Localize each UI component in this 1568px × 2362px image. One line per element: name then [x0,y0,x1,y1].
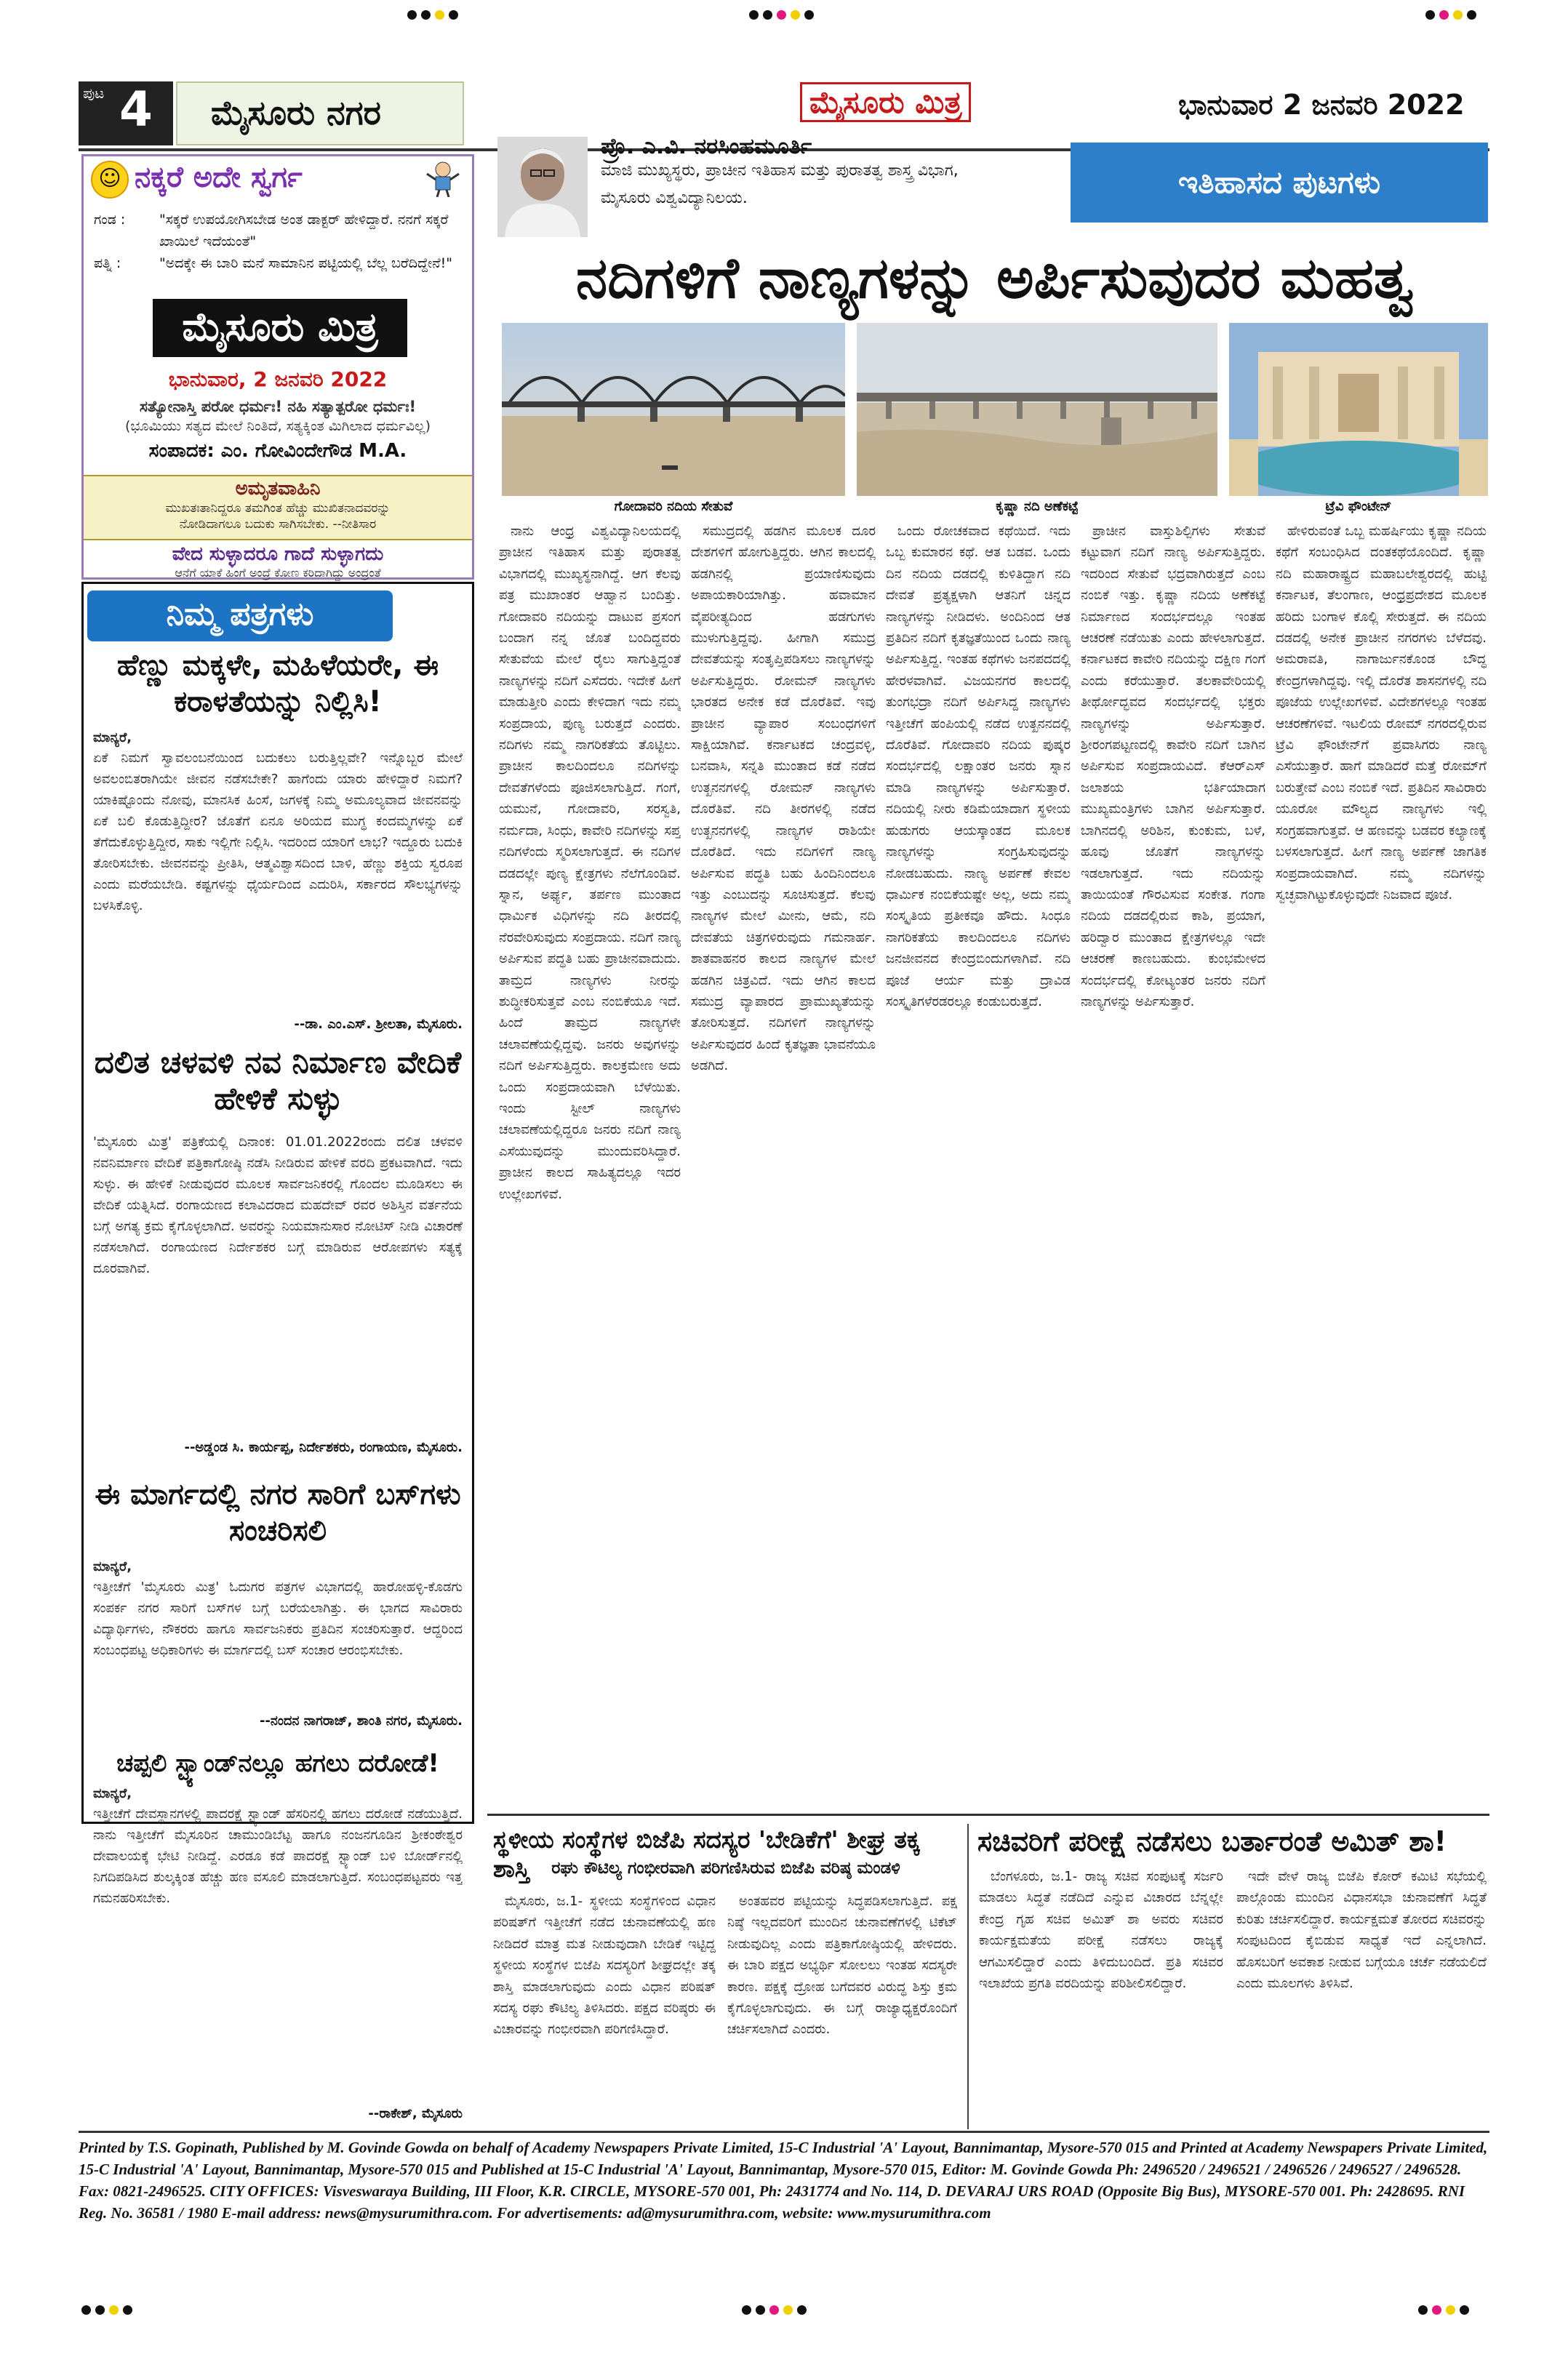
nakkare-box [81,154,474,580]
proverb-title: ವೇದ ಸುಳ್ಳಾದರೂ ಗಾದೆ ಸುಳ್ಳಾಗದು [172,543,384,565]
dateline: ಭಾನುವಾರ 2 ಜನವರಿ 2022 [1178,89,1465,121]
photo-caption-2: ಕೃಷ್ಣಾ ನದಿ ಅಣೆಕಟ್ಟೆ [996,499,1079,514]
news-1-column-2 [727,1891,957,2128]
news-1-subhead: ರಘು ಕೌಟಿಲ್ಯ ಗಂಭೀರವಾಗಿ ಪರಿಗಣಿಸಿರುವ ಬಿಜೆಪಿ ವರಿಷ್ಠ ಮಂಡಳಿ [551,1859,900,1878]
wife-label: ಪತ್ನಿ : [94,255,121,271]
nakkare-header [84,156,472,199]
cartoon-man-icon [421,159,465,197]
article-column-3-text: ಒಂದು ರೋಚಕವಾದ ಕಥೆಯಿದೆ. ಇದು ಒಬ್ಬ ಕುಮಾರನ ಕಥೆ. ಆತ ಬಡವ. ಒಂದು ದಿನ ನದಿಯ ದಡದಲ್ಲಿ ಕುಳಿತಿದ್ದಾಗ ನದಿ ದೇವತೆ ಪ್ರತ್ಯಕ್ಷಳಾಗಿ ಆತನಿಗೆ ಚಿನ್ನದ ನಾಣ್ಯಗಳನ್ನು ನೀಡಿದಳು. ಅಂದಿನಿಂದ ಆತ ಪ್ರತಿದಿನ ನದಿಗೆ ಕೃತಜ್ಞತೆಯಿಂದ ಒಂದು ನಾಣ್ಯ ಅರ್ಪಿಸುತ್ತಿದ್ದ. ಇಂತಹ ಕಥೆಗಳು ಜನಪದದಲ್ಲಿ ಹೇರಳವಾಗಿವೆ. ವಿಜಯನಗರ ಕಾಲದಲ್ಲಿ ತುಂಗಭದ್ರಾ ನದಿಗೆ ಅರ್ಪಿಸಿದ್ದ ನಾಣ್ಯಗಳು ಇತ್ತೀಚೆಗೆ ಹಂಪಿಯಲ್ಲಿ ನಡೆದ ಉತ್ಖನನದಲ್ಲಿ ದೊರೆತಿವೆ. ಗೋದಾವರಿ ನದಿಯ ಪುಷ್ಕರ ಸಂದರ್ಭದಲ್ಲಿ ಲಕ್ಷಾಂತರ ಜನರು ಸ್ನಾನ ಮಾಡಿ ನಾಣ್ಯಗಳನ್ನು ಅರ್ಪಿಸುತ್ತಾರೆ. ನದಿಯಲ್ಲಿ ನೀರು ಕಡಿಮೆಯಾದಾಗ ಸ್ಥಳೀಯ ಹುಡುಗರು ಆಯಸ್ಕಾಂತದ ಮೂಲಕ ನಾಣ್ಯಗಳನ್ನು ಸಂಗ್ರಹಿಸುವುದನ್ನು ನೋಡಬಹುದು. ನಾಣ್ಯ ಅರ್ಪಣೆ ಕೇವಲ ಧಾರ್ಮಿಕ ನಂಬಿಕೆಯಷ್ಟೇ ಅಲ್ಲ, ಅದು ನಮ್ಮ ಸಂಸ್ಕೃತಿಯ ಪ್ರತೀಕವೂ ಹೌದು. ಸಿಂಧೂ ನಾಗರಿಕತೆಯ ಕಾಲದಿಂದಲೂ ನದಿಗಳು ಜನಜೀವನದ ಕೇಂದ್ರಬಿಂದುಗಳಾಗಿವೆ. ನದಿ ಪೂಜೆ ಆರ್ಯ ಮತ್ತು ದ್ರಾವಿಡ ಸಂಸ್ಕೃತಿಗಳೆರಡರಲ್ಲೂ ಕಂಡುಬರುತ್ತದೆ. [886,524,1071,1009]
letter-1-title: ಹೆಣ್ಣು ಮಕ್ಕಳೇ, ಮಹಿಳೆಯರೇ, ಈ ಕರಾಳತೆಯನ್ನು ನಿಲ್ಲಿಸಿ! [116,649,439,718]
column-band: ಇತಿಹಾಸದ ಪುಟಗಳು [1071,143,1488,223]
page-label: ಪುಟ [83,84,105,102]
news-1-column-1-text: ಮೈಸೂರು, ಜ.1- ಸ್ಥಳೀಯ ಸಂಸ್ಥೆಗಳಿಂದ ವಿಧಾನ ಪರಿಷತ್‌ಗೆ ಇತ್ತೀಚೆಗೆ ನಡೆದ ಚುನಾವಣೆಯಲ್ಲಿ ಹಣ ನೀಡಿದರೆ ಮಾತ್ರ ಮತ ನೀಡುವುದಾಗಿ ಬೇಡಿಕೆ ಇಟ್ಟಿದ್ದ ಸ್ಥಳೀಯ ಸಂಸ್ಥೆಗಳ ಬಿಜೆಪಿ ಸದಸ್ಯರಿಗೆ ಶೀಘ್ರದಲ್ಲೇ ತಕ್ಕ ಶಾಸ್ತಿ ಮಾಡಲಾಗುವುದು ಎಂದು ವಿಧಾನ ಪರಿಷತ್ ಸದಸ್ಯ ರಘು ಕೌಟಿಲ್ಯ ತಿಳಿಸಿದರು. ಪಕ್ಷದ ವರಿಷ್ಠರು ಈ ವಿಚಾರವನ್ನು ಗಂಭೀರವಾಗಿ ಪರಿಗಣಿಸಿದ್ದಾರೆ. [493,1894,716,2038]
photo-caption-1: ಗೋದಾವರಿ ನದಿಯ ಸೇತುವೆ [614,499,733,514]
article-column-2-text: ಸಮುದ್ರದಲ್ಲಿ ಹಡಗಿನ ಮೂಲಕ ದೂರ ದೇಶಗಳಿಗೆ ಹೋಗುತ್ತಿದ್ದರು. ಆಗಿನ ಕಾಲದಲ್ಲಿ ಹಡಗಿನಲ್ಲಿ ಪ್ರಯಾಣಿಸುವುದು ಅಪಾಯಕಾರಿಯಾಗಿತ್ತು. ಹವಾಮಾನ ವೈಪರೀತ್ಯದಿಂದ ಹಡಗುಗಳು ಮುಳುಗುತ್ತಿದ್ದವು. ಹೀಗಾಗಿ ಸಮುದ್ರ ದೇವತೆಯನ್ನು ಸಂತೃಪ್ತಿಪಡಿಸಲು ನಾಣ್ಯಗಳನ್ನು ಅರ್ಪಿಸುತ್ತಿದ್ದರು. ರೋಮನ್ ನಾಣ್ಯಗಳು ಭಾರತದ ಅನೇಕ ಕಡೆ ದೊರೆತಿವೆ. ಇವು ಪ್ರಾಚೀನ ವ್ಯಾಪಾರ ಸಂಬಂಧಗಳಿಗೆ ಸಾಕ್ಷಿಯಾಗಿವೆ. ಕರ್ನಾಟಕದ ಚಂದ್ರವಳ್ಳಿ, ಬನವಾಸಿ, ಸನ್ನತಿ ಮುಂತಾದ ಕಡೆ ನಡೆದ ಉತ್ಖನನಗಳಲ್ಲಿ ರೋಮನ್ ನಾಣ್ಯಗಳು ದೊರೆತಿವೆ. ನದಿ ತೀರಗಳಲ್ಲಿ ನಡೆದ ಉತ್ಖನನಗಳಲ್ಲಿ ನಾಣ್ಯಗಳ ರಾಶಿಯೇ ದೊರೆತಿದೆ. ಇದು ನದಿಗಳಿಗೆ ನಾಣ್ಯ ಅರ್ಪಿಸುವ ಪದ್ಧತಿ ಬಹು ಹಿಂದಿನಿಂದಲೂ ಇತ್ತು ಎಂಬುದನ್ನು ಸೂಚಿಸುತ್ತದೆ. ಕೆಲವು ನಾಣ್ಯಗಳ ಮೇಲೆ ಮೀನು, ಆಮೆ, ನದಿ ದೇವತೆಯ ಚಿತ್ರಗಳಿರುವುದು ಗಮನಾರ್ಹ. ಶಾತವಾಹನರ ಕಾಲದ ನಾಣ್ಯಗಳ ಮೇಲೆ ಹಡಗಿನ ಚಿತ್ರವಿದೆ. ಇದು ಆಗಿನ ಕಾಲದ ಸಮುದ್ರ ವ್ಯಾಪಾರದ ಪ್ರಾಮುಖ್ಯತೆಯನ್ನು ತೋರಿಸುತ್ತದೆ. ನದಿಗಳಿಗೆ ನಾಣ್ಯಗಳನ್ನು ಅರ್ಪಿಸುವುದರ ಹಿಂದೆ ಕೃತಜ್ಞತಾ ಭಾವನೆಯೂ ಅಡಗಿದೆ. [691,524,876,1074]
paper-logo: ಮೈಸೂರು ಮಿತ್ರ [153,299,407,357]
author-photo [497,137,588,237]
letter-4-signature: --ರಾಕೇಶ್, ಮೈಸೂರು [368,2106,463,2121]
article-column-3 [886,521,1071,1805]
letter-4-title: ಚಪ್ಪಲಿ ಸ್ಟ್ಯಾಂಡ್‌ನಲ್ಲೂ ಹಗಲು ದರೋಡೆ! [116,1749,439,1778]
article-column-1-text: ನಾನು ಆಂಧ್ರ ವಿಶ್ವವಿದ್ಯಾನಿಲಯದಲ್ಲಿ ಪ್ರಾಚೀನ ಇತಿಹಾಸ ಮತ್ತು ಪುರಾತತ್ವ ವಿಭಾಗದಲ್ಲಿ ಮುಖ್ಯಸ್ಥನಾಗಿದ್ದೆ. ಆಗ ಕೆಲವು ಪತ್ರ ಮುಖಾಂತರ ಆಹ್ವಾನ ಬಂದಿತ್ತು. ಗೋದಾವರಿ ನದಿಯನ್ನು ದಾಟುವ ಪ್ರಸಂಗ ಬಂದಾಗ ನನ್ನ ಜೊತೆ ಬಂದಿದ್ದವರು ಸೇತುವೆಯ ಮೇಲೆ ರೈಲು ಸಾಗುತ್ತಿದ್ದಂತೆ ನಾಣ್ಯಗಳನ್ನು ನದಿಗೆ ಎಸೆದರು. ಇದೇಕೆ ಹೀಗೆ ಮಾಡುತ್ತೀರಿ ಎಂದು ಕೇಳಿದಾಗ ಇದು ನಮ್ಮ ಸಂಪ್ರದಾಯ, ಪುಣ್ಯ ಬರುತ್ತದೆ ಎಂದರು. ನದಿಗಳು ನಮ್ಮ ನಾಗರಿಕತೆಯ ತೊಟ್ಟಿಲು. ಪ್ರಾಚೀನ ಕಾಲದಿಂದಲೂ ನದಿಗಳನ್ನು ದೇವತೆಗಳೆಂದು ಪೂಜಿಸಲಾಗುತ್ತಿದೆ. ಗಂಗೆ, ಯಮುನೆ, ಗೋದಾವರಿ, ಸರಸ್ವತಿ, ನರ್ಮದಾ, ಸಿಂಧು, ಕಾವೇರಿ ನದಿಗಳನ್ನು ಸಪ್ತ ನದಿಗಳೆಂದು ಸ್ಮರಿಸಲಾಗುತ್ತದೆ. ಈ ನದಿಗಳ ದಡದಲ್ಲೇ ಪುಣ್ಯ ಕ್ಷೇತ್ರಗಳು ನೆಲೆಗೊಂಡಿವೆ. ಸ್ನಾನ, ಅರ್ಘ್ಯ, ತರ್ಪಣ ಮುಂತಾದ ಧಾರ್ಮಿಕ ವಿಧಿಗಳನ್ನು ನದಿ ತೀರದಲ್ಲಿ ನೆರವೇರಿಸುವುದು ಸಂಪ್ರದಾಯ. ನದಿಗೆ ನಾಣ್ಯ ಅರ್ಪಿಸುವ ಪದ್ಧತಿ ಬಹು ಪ್ರಾಚೀನವಾದುದು. ತಾಮ್ರದ ನಾಣ್ಯಗಳು ನೀರನ್ನು ಶುದ್ಧೀಕರಿಸುತ್ತವೆ ಎಂಬ ನಂಬಿಕೆಯೂ ಇದೆ. ಹಿಂದೆ ತಾಮ್ರದ ನಾಣ್ಯಗಳೇ ಚಲಾವಣೆಯಲ್ಲಿದ್ದವು. ಜನರು ಅವುಗಳನ್ನು ನದಿಗೆ ಅರ್ಪಿಸುತ್ತಿದ್ದರು. ಕಾಲಕ್ರಮೇಣ ಅದು ಒಂದು ಸಂಪ್ರದಾಯವಾಗಿ ಬೆಳೆಯಿತು. ಇಂದು ಸ್ಟೀಲ್ ನಾಣ್ಯಗಳು ಚಲಾವಣೆಯಲ್ಲಿದ್ದರೂ ಜನರು ನದಿಗೆ ನಾಣ್ಯ ಎಸೆಯುವುದನ್ನು ಮುಂದುವರಿಸಿದ್ದಾರೆ. ಪ್ರಾಚೀನ ಕಾಲದ ಸಾಹಿತ್ಯದಲ್ಲೂ ಇದರ ಉಲ್ಲೇಖಗಳಿವೆ. [499,524,681,1202]
registration-marks-top [407,10,458,20]
trevi-fountain-photo [1229,323,1488,496]
page-number: 4 [119,81,153,137]
news-2-column-1-text: ಬೆಂಗಳೂರು, ಜ.1- ರಾಜ್ಯ ಸಚಿವ ಸಂಪುಟಕ್ಕೆ ಸರ್ಜರಿ ಮಾಡಲು ಸಿದ್ಧತೆ ನಡೆದಿದೆ ಎನ್ನುವ ವಿಚಾರದ ಬೆನ್ನಲ್ಲೇ ಕೇಂದ್ರ ಗೃಹ ಸಚಿವ ಅಮಿತ್ ಶಾ ಅವರು ಸಚಿವರ ಕಾರ್ಯಕ್ಷಮತೆಯ ಪರೀಕ್ಷೆ ನಡೆಸಲು ರಾಜ್ಯಕ್ಕೆ ಆಗಮಿಸಲಿದ್ದಾರೆ ಎಂದು ತಿಳಿದುಬಂದಿದೆ. ಪ್ರತಿ ಸಚಿವರ ಇಲಾಖೆಯ ಪ್ರಗತಿ ವರದಿಯನ್ನು ಪರಿಶೀಲಿಸಲಿದ್ದಾರೆ. [979,1869,1223,1992]
article-column-5-text: ಹೇಳಿರುವಂತೆ ಒಬ್ಬ ಮಹರ್ಷಿಯು ಕೃಷ್ಣಾ ನದಿಯ ಕಥೆಗೆ ಸಂಬಂಧಿಸಿದ ದಂತಕಥೆಯೊಂದಿದೆ. ಕೃಷ್ಣಾ ನದಿ ಮಹಾರಾಷ್ಟ್ರದ ಮಹಾಬಲೇಶ್ವರದಲ್ಲಿ ಹುಟ್ಟಿ ಕರ್ನಾಟಕ, ತೆಲಂಗಾಣ, ಆಂಧ್ರಪ್ರದೇಶದ ಮೂಲಕ ಹರಿದು ಬಂಗಾಳ ಕೊಲ್ಲಿ ಸೇರುತ್ತದೆ. ಈ ನದಿಯ ದಡದಲ್ಲಿ ಅನೇಕ ಪ್ರಾಚೀನ ನಗರಗಳು ಬೆಳೆದವು. ಅಮರಾವತಿ, ನಾಗಾರ್ಜುನಕೊಂಡ ಬೌದ್ಧ ಕೇಂದ್ರಗಳಾಗಿದ್ದವು. ಇಲ್ಲಿ ದೊರೆತ ಶಾಸನಗಳಲ್ಲಿ ನದಿ ಪೂಜೆಯ ಉಲ್ಲೇಖಗಳಿವೆ. ವಿದೇಶಗಳಲ್ಲೂ ಇಂತಹ ಆಚರಣೆಗಳಿವೆ. ಇಟಲಿಯ ರೋಮ್ ನಗರದಲ್ಲಿರುವ ಟ್ರೆವಿ ಫೌಂಟೇನ್‌ಗೆ ಪ್ರವಾಸಿಗರು ನಾಣ್ಯ ಎಸೆಯುತ್ತಾರೆ. ಹಾಗೆ ಮಾಡಿದರೆ ಮತ್ತೆ ರೋಮ್‌ಗೆ ಬರುತ್ತೇವೆ ಎಂಬ ನಂಬಿಕೆ ಇದೆ. ಪ್ರತಿದಿನ ಸಾವಿರಾರು ಯೂರೋ ಮೌಲ್ಯದ ನಾಣ್ಯಗಳು ಇಲ್ಲಿ ಸಂಗ್ರಹವಾಗುತ್ತವೆ. ಆ ಹಣವನ್ನು ಬಡವರ ಕಲ್ಯಾಣಕ್ಕೆ ಬಳಸಲಾಗುತ್ತದೆ. ಹೀಗೆ ನಾಣ್ಯ ಅರ್ಪಣೆ ಜಾಗತಿಕ ಸಂಪ್ರದಾಯವಾಗಿದೆ. ನಮ್ಮ ನದಿಗಳನ್ನು ಸ್ವಚ್ಛವಾಗಿಟ್ಟುಕೊಳ್ಳುವುದೇ ನಿಜವಾದ ಪೂಜೆ. [1276,524,1487,902]
letter-3-signature: --ನಂದನ ನಾಗರಾಜ್, ಶಾಂತಿ ನಗರ, ಮೈಸೂರು. [259,1713,463,1729]
husband-label: ಗಂಡ : [94,212,126,228]
registration-marks-bottom-left [81,2305,132,2315]
krishna-dam-photo [857,323,1217,496]
amrutavahini-title: ಅಮೃತವಾಹಿನಿ [235,478,321,500]
husband-line: "ಸಕ್ಕರೆ ಉಪಯೋಗಿಸಬೇಡ ಅಂತ ಡಾಕ್ಟರ್ ಹೇಳಿದ್ದಾರೆ. ನನಗೆ ಸಕ್ಕರೆ ಖಾಯಿಲೆ ಇದೆಯಂತೆ" [159,212,449,249]
wife-line: "ಅದಕ್ಕೇ ಈ ಬಾರಿ ಮನೆ ಸಾಮಾನಿನ ಪಟ್ಟಿಯಲ್ಲಿ ಬೆಲ್ಲ ಬರೆದಿದ್ದೇನೆ!" [159,255,452,271]
letter-4-body: ಇತ್ತೀಚೆಗೆ ದೇವಸ್ಥಾನಗಳಲ್ಲಿ ಪಾದರಕ್ಷೆ ಸ್ಟ್ಯಾಂಡ್ ಹೆಸರಿನಲ್ಲಿ ಹಗಲು ದರೋಡೆ ನಡೆಯುತ್ತಿದೆ. ನಾನು ಇತ್ತೀಚೆಗೆ ಮೈಸೂರಿನ ಚಾಮುಂಡಿಬೆಟ್ಟ ಹಾಗೂ ನಂಜನಗೂಡಿನ ಶ್ರೀಕಂಠೇಶ್ವರ ದೇವಾಲಯಕ್ಕೆ ಭೇಟಿ ನೀಡಿದ್ದೆ. ಎರಡೂ ಕಡೆ ಪಾದರಕ್ಷೆ ಸ್ಟ್ಯಾಂಡ್ ಬಳಿ ಬೋರ್ಡ್‌ನಲ್ಲಿ ನಿಗದಿಪಡಿಸಿದ ಶುಲ್ಕಕ್ಕಿಂತ ಹೆಚ್ಚು ಹಣ ವಸೂಲಿ ಮಾಡಲಾಗುತ್ತಿದೆ. ಸಂಬಂಧಪಟ್ಟವರು ಇತ್ತ ಗಮನಹರಿಸಬೇಕು. [93,1806,463,1906]
news-2-column-2 [1236,1866,1487,2128]
amrutavahini-box [84,475,472,540]
letter-3-title: ಈ ಮಾರ್ಗದಲ್ಲಿ ನಗರ ಸಾರಿಗೆ ಬಸ್‌ಗಳು ಸಂಚರಿಸಲಿ [95,1478,461,1548]
photo-caption-3: ಟ್ರೆವಿ ಫೌಂಟೇನ್ [1325,499,1392,514]
article-column-1 [499,521,681,1805]
news-1-column-2-text: ಅಂತಹವರ ಪಟ್ಟಿಯನ್ನು ಸಿದ್ಧಪಡಿಸಲಾಗುತ್ತಿದೆ. ಪಕ್ಷ ನಿಷ್ಠೆ ಇಲ್ಲದವರಿಗೆ ಮುಂದಿನ ಚುನಾವಣೆಗಳಲ್ಲಿ ಟಿಕೆಟ್ ನೀಡುವುದಿಲ್ಲ ಎಂದು ಪತ್ರಿಕಾಗೋಷ್ಠಿಯಲ್ಲಿ ಹೇಳಿದರು. ಈ ಬಾರಿ ಪಕ್ಷದ ಅಭ್ಯರ್ಥಿ ಸೋಲಲು ಇಂತಹ ಸದಸ್ಯರೇ ಕಾರಣ. ಪಕ್ಷಕ್ಕೆ ದ್ರೋಹ ಬಗೆದವರ ವಿರುದ್ಧ ಶಿಸ್ತು ಕ್ರಮ ಕೈಗೊಳ್ಳಲಾಗುವುದು. ಈ ಬಗ್ಗೆ ರಾಜ್ಯಾಧ್ಯಕ್ಷರೊಂದಿಗೆ ಚರ್ಚಿಸಲಾಗಿದೆ ಎಂದರು. [727,1894,957,2038]
news-2-column-1 [979,1866,1223,2128]
registration-marks-bottom-center [742,2305,807,2315]
godavari-bridge-photo [502,323,845,496]
letter-1-body: ಏಕೆ ನಿಮಗೆ ಸ್ವಾವಲಂಬನೆಯಿಂದ ಬದುಕಲು ಬರುತ್ತಿಲ್ಲವೇ? ಇನ್ನೊಬ್ಬರ ಮೇಲೆ ಅವಲಂಬಿತರಾಗಿಯೇ ಜೀವನ ನಡೆಸಬೇಕೇ? ಹಾಗೆಂದು ಯಾರು ಹೇಳಿದ್ದಾರೆ ನಿಮಗೆ? ಯಾಕಿಷ್ಟೊಂದು ನೋವು, ಮಾನಸಿಕ ಹಿಂಸೆ, ಜಗಳಕ್ಕೆ ನಿಮ್ಮ ಅಮೂಲ್ಯವಾದ ಜೀವನವನ್ನು ಏಕೆ ಬಲಿ ಕೊಡುತ್ತಿದ್ದೀರ? ಜೊತೆಗೆ ಏನೂ ಅರಿಯದ ಮುಗ್ಧ ಕಂದಮ್ಮಗಳನ್ನು ಏಕೆ ತೆಗೆದುಕೊಳ್ಳುತ್ತಿದ್ದೀರ, ಸಾಕು ಇಲ್ಲಿಗೇ ನಿಲ್ಲಿಸಿ. ಇದರಿಂದ ಯಾರಿಗೆ ಲಾಭ? ಇದ್ದೂರು ಬದುಕಿ ತೋರಿಸಬೇಕು. ಜೀವನವನ್ನು ಪ್ರೀತಿಸಿ, ಆತ್ಮವಿಶ್ವಾಸದಿಂದ ಬಾಳಿ, ಹೆಣ್ಣು ಶಕ್ತಿಯ ಸ್ವರೂಪ ಎಂದು ಮರೆಯಬೇಡಿ. ಕಷ್ಟಗಳನ್ನು ಧೈರ್ಯದಿಂದ ಎದುರಿಸಿ, ಸರ್ಕಾರದ ಸೌಲಭ್ಯಗಳನ್ನು ಬಳಸಿಕೊಳ್ಳಿ. [93,750,463,913]
news-divider [967,1824,969,2129]
registration-marks-top-right [1425,10,1476,20]
letters-heading: ನಿಮ್ಮ ಪತ್ರಗಳು [87,590,393,641]
amrutavahini-line-1: ಮುಖತಃತಾನಿದ್ದರೂ ತಮಗಿಂತ ಹೆಚ್ಚು ಮುಖಿತನಾದವರನ್ನು [165,501,391,516]
masthead-logo: ಮೈಸೂರು ಮಿತ್ರ [800,84,971,121]
paper-motto: ಸತ್ಯೋನಾಸ್ತಿ ಪರೋ ಧರ್ಮಃ! ನಹಿ ಸತ್ಯಾತ್ಪರೋ ಧರ್ಮಃ! [139,398,417,415]
letter-1-salutation: ಮಾನ್ಯರೆ, [93,730,132,745]
author-name: ಪ್ರೊ. ಎ.ವಿ. ನರಸಿಂಹಮೂರ್ತಿ [601,134,812,159]
article-column-5 [1276,521,1487,1805]
imprint-text: Printed by T.S. Gopinath, Published by M. Govinde Gowda on behalf of Academy Newspapers Private Limited, 15-C Industrial 'A' Layout, Bannimantap, Mysore-570 015 and Printed at Academy Newspapers Private Limited, 15-C Industrial 'A' Layout, Bannimantap, Mysore-570 015 and Published at 15-C Industrial 'A' Layout, Bannimantap, Mysore-570 015, Editor: M. Govinde Gowda Ph: 2496520 / 2496521 / 2496526 / 2496527 / 2496528. Fax: 0821-2496525. CITY OFFICES: Visveswaraya Building, III Floor, K.R. CIRCLE, MYSORE-570 001, Ph: 2431774 and No. 114, D. DEVARAJ URS ROAD (Opposite Big Bus), MYSORE-570 001. Ph: 2428695. RNI Reg. No. 36581 / 1980 E-mail address: news@mysurumithra.com. For advertisements: ad@mysurumithra.com, website: www.mysurumithra.com [79,2139,1488,2222]
letter-4-salutation: ಮಾನ್ಯರೆ, [93,1786,132,1801]
edition-date: ಭಾನುವಾರ, 2 ಜನವರಿ 2022 [168,367,388,391]
laughing-face-icon: ☺ [91,161,129,199]
letter-2-title: ದಲಿತ ಚಳವಳಿ ನವ ನಿರ್ಮಾಣ ವೇದಿಕೆ ಹೇಳಿಕೆ ಸುಳ್ಳು [94,1044,462,1116]
section-title: ಮೈಸೂರು ನಗರ [176,81,464,145]
author-description-2: ಮೈಸೂರು ವಿಶ್ವವಿದ್ಯಾನಿಲಯ. [601,189,748,207]
proverb-box [84,543,472,580]
page-number-box [79,81,173,145]
news-2-headline: ಸಚಿವರಿಗೆ ಪರೀಕ್ಷೆ ನಡೆಸಲು ಬರ್ತಾರಂತೆ ಅಮಿತ್ ಶಾ! [977,1825,1447,1857]
letter-1-signature: --ಡಾ. ಎಂ.ಎಸ್. ಶ್ರೀಲತಾ, ಮೈಸೂರು. [294,1017,463,1032]
article-column-4 [1081,521,1265,1805]
letter-3-body: ಇತ್ತೀಚೆಗೆ 'ಮೈಸೂರು ಮಿತ್ರ' ಓದುಗರ ಪತ್ರಗಳ ವಿಭಾಗದಲ್ಲಿ ಹಾರೋಹಳ್ಳಿ-ಕೊಡಗು ಸಂಪರ್ಕ ನಗರ ಸಾರಿಗೆ ಬಸ್‌ಗಳ ಬಗ್ಗೆ ಬರೆಯಲಾಗಿತ್ತು. ಈ ಭಾಗದ ಸಾವಿರಾರು ವಿದ್ಯಾರ್ಥಿಗಳು, ನೌಕರರು ಹಾಗೂ ಸಾರ್ವಜನಿಕರು ಪ್ರತಿದಿನ ಸಂಚರಿಸುತ್ತಾರೆ. ಆದ್ದರಿಂದ ಸಂಬಂಧಪಟ್ಟ ಅಧಿಕಾರಿಗಳು ಈ ಮಾರ್ಗದಲ್ಲಿ ಬಸ್ ಸಂಚಾರ ಆರಂಭಿಸಬೇಕು. [93,1580,463,1658]
amrutavahini-line-2: ನೋಡಿದಾಗಲೂ ಬದುಕು ಸಾಗಿಸಬೇಕು. --ನೀತಿಸಾರ [179,517,377,532]
news-1-headline: ಸ್ಥಳೀಯ ಸಂಸ್ಥೆಗಳ ಬಿಜೆಪಿ ಸದಸ್ಯರ 'ಬೇಡಿಕೆಗೆ' ಶೀಘ್ರ ತಕ್ಕ ಶಾಸ್ತಿ [493,1825,920,1883]
paper-motto-translation: (ಭೂಮಿಯು ಸತ್ಯದ ಮೇಲೆ ನಿಂತಿದೆ, ಸತ್ಯಕ್ಕಿಂತ ಮಿಗಿಲಾದ ಧರ್ಮವಿಲ್ಲ) [124,418,431,434]
article-column-2 [691,521,876,1805]
author-description-1: ಮಾಜಿ ಮುಖ್ಯಸ್ಥರು, ಪ್ರಾಚೀನ ಇತಿಹಾಸ ಮತ್ತು ಪುರಾತತ್ವ ಶಾಸ್ತ್ರ ವಿಭಾಗ, [601,161,959,180]
letter-2-body: 'ಮೈಸೂರು ಮಿತ್ರ' ಪತ್ರಿಕೆಯಲ್ಲಿ ದಿನಾಂಕ: 01.01.2022ರಂದು ದಲಿತ ಚಳವಳಿ ನವನಿರ್ಮಾಣ ವೇದಿಕೆ ಪತ್ರಿಕಾಗೋಷ್ಠಿ ನಡೆಸಿ ನೀಡಿರುವ ಹೇಳಿಕೆ ವರದಿ ಪ್ರಕಟವಾಗಿದೆ. ಇದು ಸುಳ್ಳು. ಈ ಹೇಳಿಕೆ ನೀಡುವುದರ ಮೂಲಕ ಸಾರ್ವಜನಿಕರಲ್ಲಿ ಗೊಂದಲ ಮೂಡಿಸಲು ಈ ವೇದಿಕೆ ಯತ್ನಿಸಿದೆ. ರಂಗಾಯಣದ ಕಲಾವಿದರಾದ ಮಹದೇವ್ ರವರ ಅಶಿಸ್ತಿನ ವರ್ತನೆಯ ಬಗ್ಗೆ ಅಗತ್ಯ ಕ್ರಮ ಕೈಗೊಳ್ಳಲಾಗಿದೆ. ಅವರನ್ನು ನಿಯಮಾನುಸಾರ ನೋಟಿಸ್ ನೀಡಿ ವಿಚಾರಣೆ ನಡೆಸಲಾಗಿದೆ. ರಂಗಾಯಣದ ನಿರ್ದೇಶಕರ ಬಗ್ಗೆ ಮಾಡಿರುವ ಆರೋಪಗಳು ಸತ್ಯಕ್ಕೆ ದೂರವಾಗಿವೆ. [93,1134,463,1276]
letter-3-salutation: ಮಾನ್ಯರೆ, [93,1559,132,1574]
editor-line: ಸಂಪಾದಕ: ಎಂ. ಗೋವಿಂದೇಗೌಡ M.A. [148,440,407,462]
registration-marks-top-center [749,10,814,20]
letter-2-signature: --ಅಡ್ಡಂಡ ಸಿ. ಕಾರ್ಯಪ್ಪ, ನಿರ್ದೇಶಕರು, ರಂಗಾಯಣ, ಮೈಸೂರು. [184,1440,463,1455]
proverb-line: ಆನೆಗೆ ಯಾಕೆ ಹಿಂಗೆ ಅಂದ್ರೆ ಕೋಣ ಕರಿದಾಗಿದ್ದು ಅಂದ್ರಂತೆ [175,566,381,580]
nakkare-dialogue [94,209,465,274]
registration-marks-bottom-right [1418,2305,1469,2315]
article-column-4-text: ಪ್ರಾಚೀನ ವಾಸ್ತುಶಿಲ್ಪಿಗಳು ಸೇತುವೆ ಕಟ್ಟುವಾಗ ನದಿಗೆ ನಾಣ್ಯ ಅರ್ಪಿಸುತ್ತಿದ್ದರು. ಇದರಿಂದ ಸೇತುವೆ ಭದ್ರವಾಗಿರುತ್ತದೆ ಎಂಬ ನಂಬಿಕೆ ಇತ್ತು. ಕೃಷ್ಣಾ ನದಿಯ ಅಣೆಕಟ್ಟೆ ನಿರ್ಮಾಣದ ಸಂದರ್ಭದಲ್ಲೂ ಇಂತಹ ಆಚರಣೆ ನಡೆಯಿತು ಎಂದು ಹೇಳಲಾಗುತ್ತದೆ. ಕರ್ನಾಟಕದ ಕಾವೇರಿ ನದಿಯನ್ನು ದಕ್ಷಿಣ ಗಂಗೆ ಎಂದು ಕರೆಯುತ್ತಾರೆ. ತಲಕಾವೇರಿಯಲ್ಲಿ ತೀರ್ಥೋದ್ಭವದ ಸಂದರ್ಭದಲ್ಲಿ ಭಕ್ತರು ನಾಣ್ಯಗಳನ್ನು ಅರ್ಪಿಸುತ್ತಾರೆ. ಶ್ರೀರಂಗಪಟ್ಟಣದಲ್ಲಿ ಕಾವೇರಿ ನದಿಗೆ ಬಾಗಿನ ಅರ್ಪಿಸುವ ಸಂಪ್ರದಾಯವಿದೆ. ಕೆಆರ್‌ಎಸ್ ಜಲಾಶಯ ಭರ್ತಿಯಾದಾಗ ಮುಖ್ಯಮಂತ್ರಿಗಳು ಬಾಗಿನ ಅರ್ಪಿಸುತ್ತಾರೆ. ಬಾಗಿನದಲ್ಲಿ ಅರಿಶಿನ, ಕುಂಕುಮ, ಬಳೆ, ಹೂವು ಜೊತೆಗೆ ನಾಣ್ಯಗಳನ್ನು ಇಡಲಾಗುತ್ತದೆ. ಇದು ನದಿಯನ್ನು ತಾಯಿಯಂತೆ ಗೌರವಿಸುವ ಸಂಕೇತ. ಗಂಗಾ ನದಿಯ ದಡದಲ್ಲಿರುವ ಕಾಶಿ, ಪ್ರಯಾಗ, ಹರಿದ್ವಾರ ಮುಂತಾದ ಕ್ಷೇತ್ರಗಳಲ್ಲೂ ಇದೇ ಆಚರಣೆ ಕಾಣಬಹುದು. ಕುಂಭಮೇಳದ ಸಂದರ್ಭದಲ್ಲಿ ಕೋಟ್ಯಂತರ ಜನರು ನದಿಗೆ ನಾಣ್ಯಗಳನ್ನು ಅರ್ಪಿಸುತ್ತಾರೆ. [1081,524,1265,1009]
nakkare-title: ನಕ್ಕರೆ ಅದೇ ಸ್ವರ್ಗ [135,161,303,194]
news-1-column-1 [493,1891,716,2128]
article-bottom-rule [487,1814,1489,1816]
article-headline: ನದಿಗಳಿಗೆ ನಾಣ್ಯಗಳನ್ನು ಅರ್ಪಿಸುವುದರ ಮಹತ್ವ [575,246,1415,311]
imprint-rule [79,2131,1489,2133]
news-2-column-2-text: ಇದೇ ವೇಳೆ ರಾಜ್ಯ ಬಿಜೆಪಿ ಕೋರ್ ಕಮಿಟಿ ಸಭೆಯಲ್ಲಿ ಪಾಲ್ಗೊಂಡು ಮುಂದಿನ ವಿಧಾನಸಭಾ ಚುನಾವಣೆಗೆ ಸಿದ್ಧತೆ ಕುರಿತು ಚರ್ಚಿಸಲಿದ್ದಾರೆ. ಕಾರ್ಯಕ್ಷಮತೆ ತೋರದ ಸಚಿವರನ್ನು ಸಂಪುಟದಿಂದ ಕೈಬಿಡುವ ಸಾಧ್ಯತೆ ಇದೆ ಎನ್ನಲಾಗಿದೆ. ಹೊಸಬರಿಗೆ ಅವಕಾಶ ನೀಡುವ ಬಗ್ಗೆಯೂ ಚರ್ಚೆ ನಡೆಯಲಿದೆ ಎಂದು ಮೂಲಗಳು ತಿಳಿಸಿವೆ. [1236,1869,1487,1992]
